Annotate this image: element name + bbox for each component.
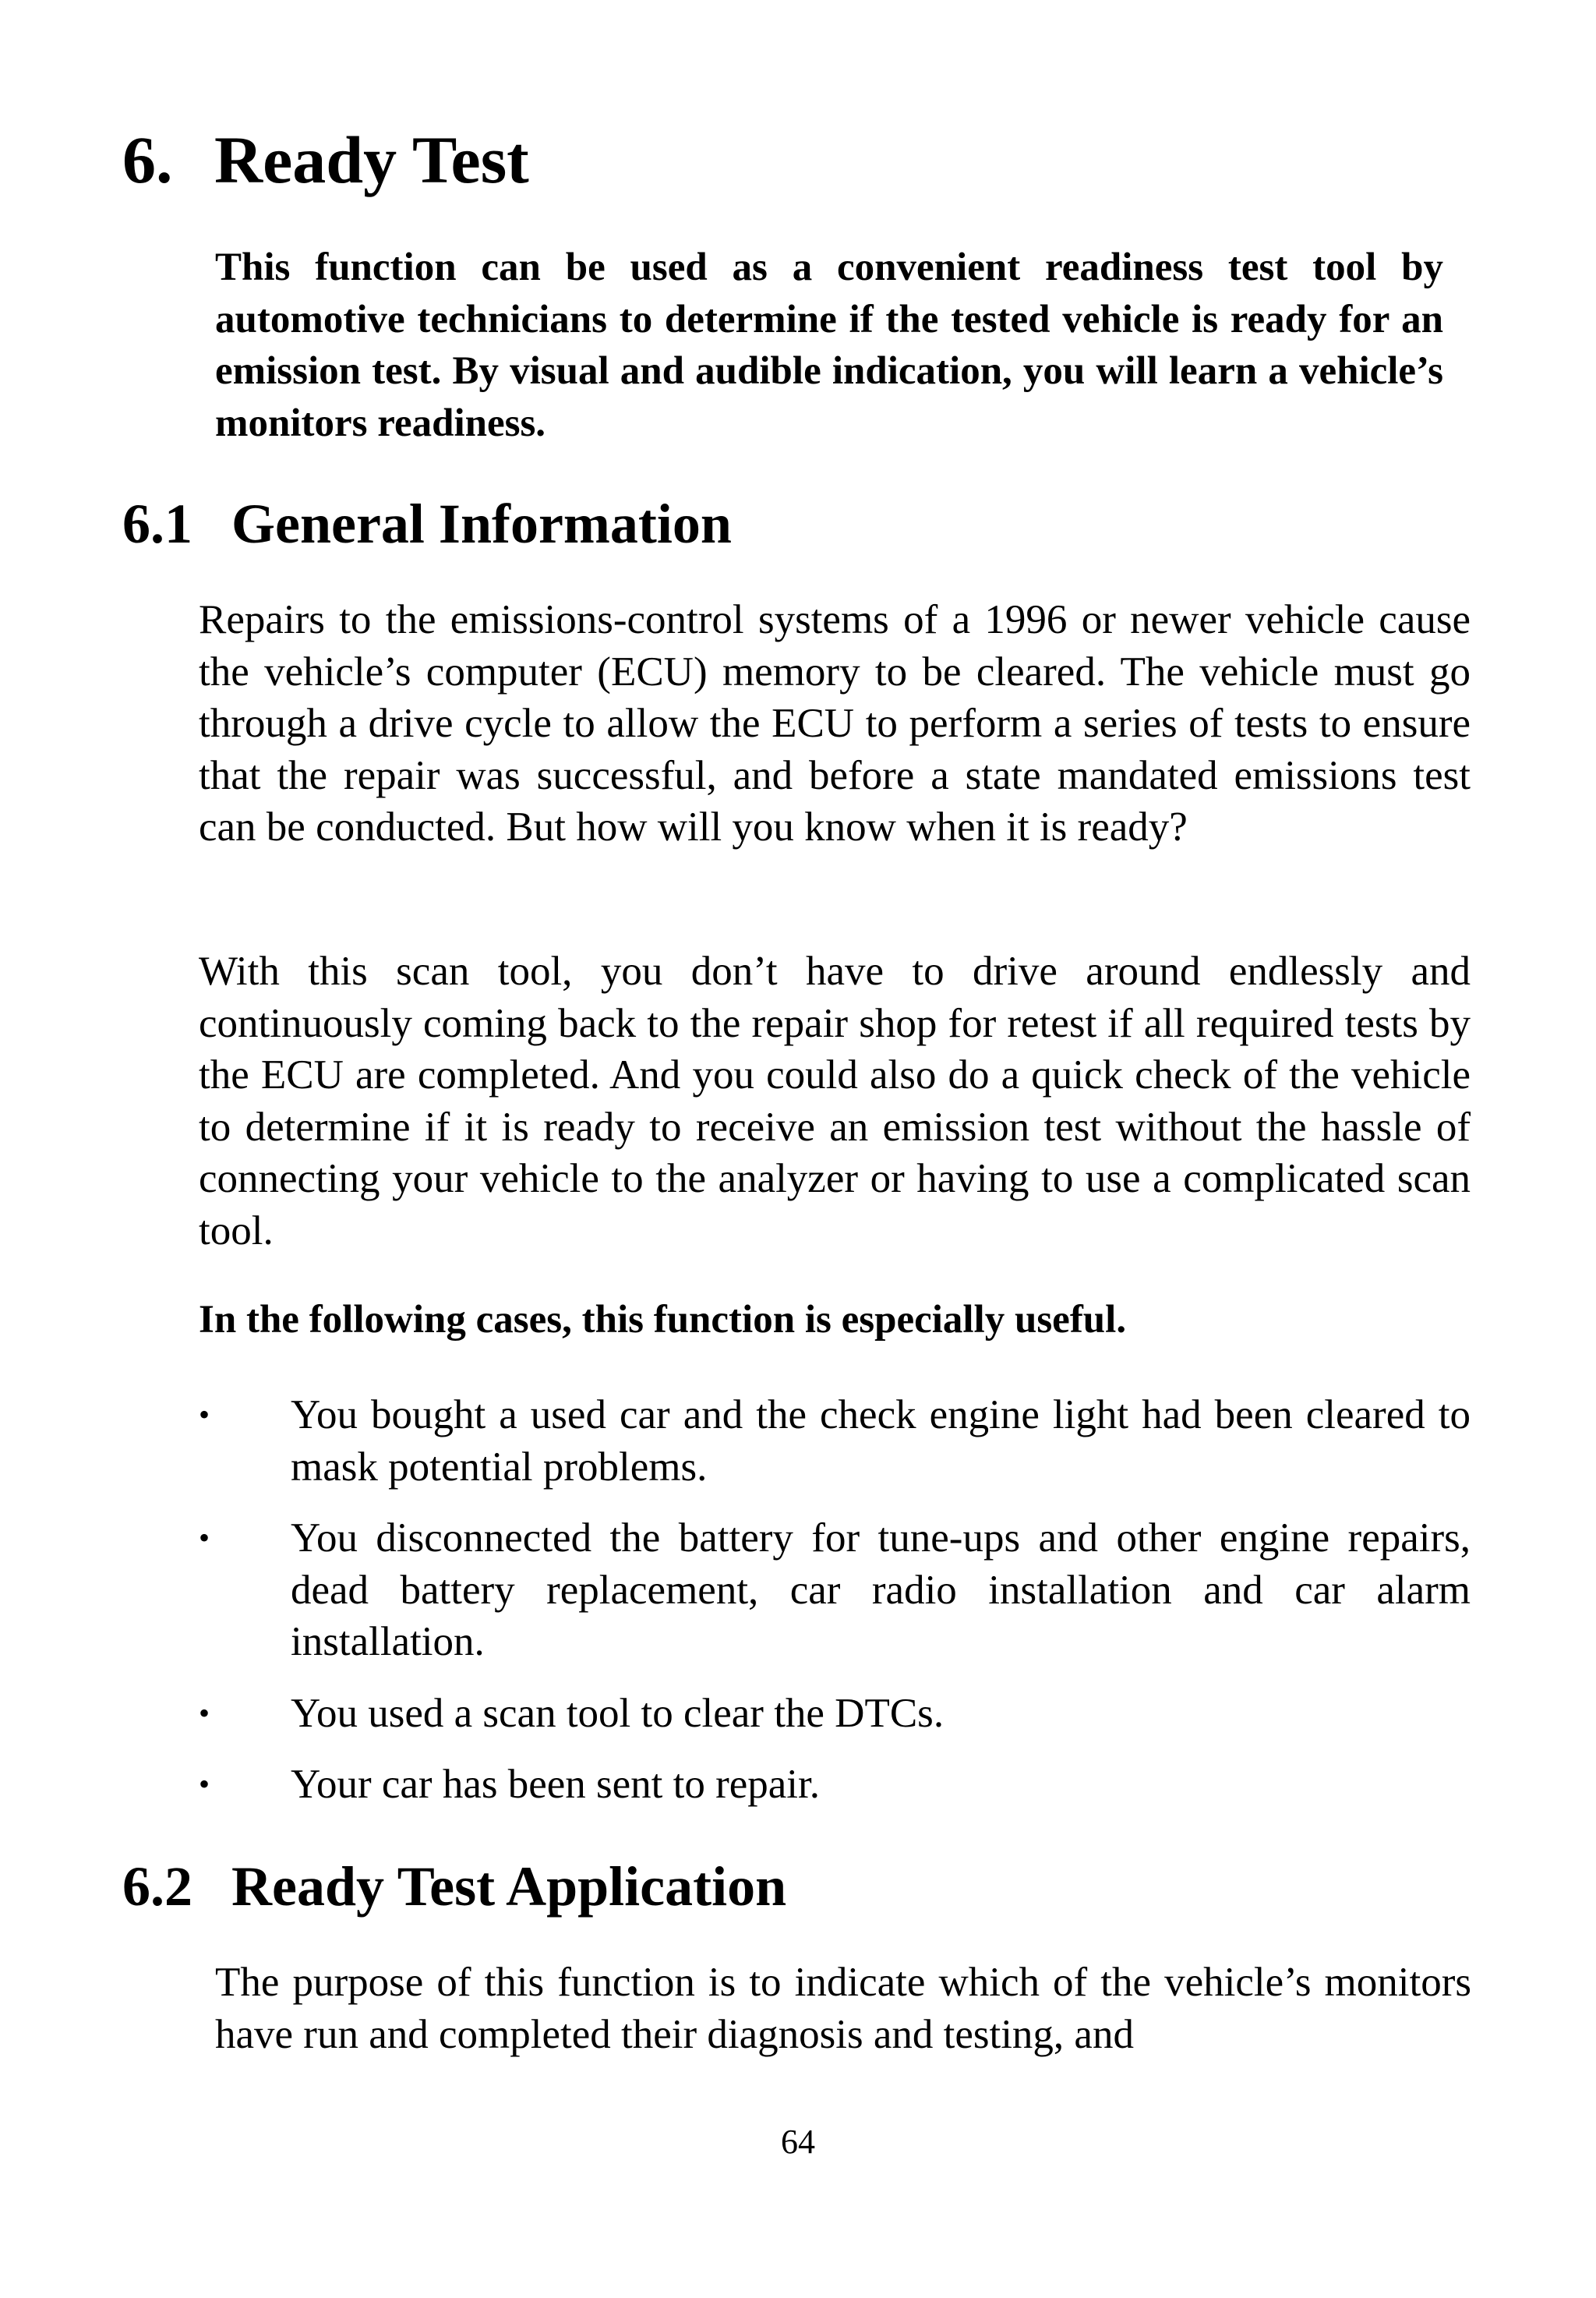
- cases-heading: In the following cases, this function is especially useful.: [199, 1298, 1127, 1342]
- application-paragraph: The purpose of this function is to indicate which of the vehicle’s monitors have run and completed their diagnosis and testing, and: [215, 1960, 1471, 2057]
- list-item-text: You used a scan tool to clear the DTCs.: [291, 1691, 945, 1736]
- bullet-icon: •: [199, 1397, 210, 1432]
- list-item-text: Your car has been sent to repair.: [291, 1762, 821, 1807]
- intro-paragraph: This function can be used as a convenient readiness test tool by automotive technicians to determine if the tested vehicle is ready for an emission test. By visual and audible indication, you will learn a vehicle’s monitors readiness.: [215, 246, 1443, 445]
- chapter-title: Ready Test: [214, 122, 529, 197]
- section-number: 6.2: [122, 1855, 192, 1918]
- bullet-icon: •: [199, 1766, 210, 1801]
- chapter-heading: [122, 121, 529, 199]
- section-title: General Information: [231, 493, 732, 555]
- section-number: 6.1: [122, 493, 192, 555]
- section-heading-general-information: [122, 491, 732, 557]
- list-item-text: You disconnected the battery for tune-ups and other engine repairs, dead battery replacement, car radio installation and car alarm installation.: [291, 1515, 1471, 1664]
- bullet-icon: •: [199, 1520, 210, 1555]
- general-paragraph-2: With this scan tool, you don’t have to drive around endlessly and continuously coming back to the repair shop for retest if all required tests by the ECU are completed. And you could also do a quick check of the vehicle to determine if it is ready to receive an emission test without the hassle of connecting your vehicle to the analyzer or having to use a complicated scan tool.: [199, 949, 1471, 1253]
- page-number: 64: [781, 2123, 815, 2161]
- section-title: Ready Test Application: [231, 1855, 787, 1918]
- chapter-number: 6.: [122, 122, 173, 197]
- section-heading-ready-test-application: [122, 1854, 786, 1919]
- general-paragraph-1: Repairs to the emissions-control systems of a 1996 or newer vehicle cause the vehicle’s computer (ECU) memory to be cleared. The vehicle must go through a drive cycle to allow the ECU to perform a series of tests to ensure that the repair was successful, and before a state mandated emissions test can be conducted. But how will you know when it is ready?: [199, 597, 1471, 850]
- bullet-icon: •: [199, 1695, 210, 1731]
- list-item-text: You bought a used car and the check engine light had been cleared to mask potential problems.: [291, 1392, 1471, 1490]
